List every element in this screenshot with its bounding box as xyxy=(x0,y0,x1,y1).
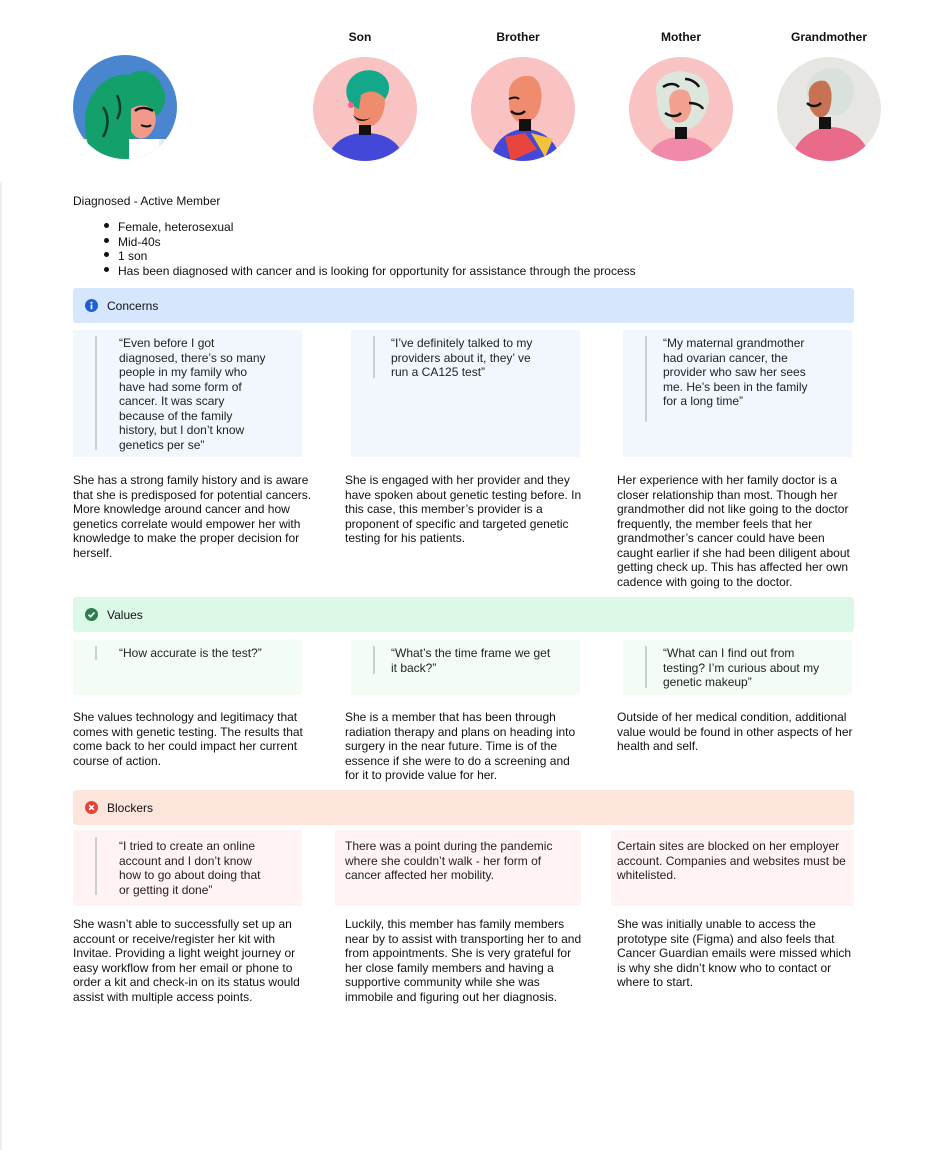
relation-label-brother: Brother xyxy=(496,30,540,44)
quote-bar xyxy=(95,336,97,450)
blocker-description-3: She was initially unable to access the prototype site (Figma) and also feels that Cancer Guardian emails were missed which is why she didn’t know who to contact or where to start. xyxy=(617,917,852,989)
concern-quote-1 xyxy=(73,330,302,457)
quote-text: There was a point during the pandemic where she couldn’t walk - her form of cancer affected her mobility. xyxy=(345,839,553,882)
relation-label-grandmother: Grandmother xyxy=(790,30,867,44)
blockers-title: Blockers xyxy=(107,800,154,815)
quote-bar xyxy=(645,336,647,422)
mother-avatar xyxy=(629,57,733,161)
check-circle-icon xyxy=(85,608,98,621)
persona-traits xyxy=(104,220,636,278)
quote-text: “What’s the time frame we get it back?” xyxy=(391,646,551,675)
page-left-edge xyxy=(0,182,2,1150)
concern-quote-2 xyxy=(351,330,580,457)
trait-item: Female, heterosexual xyxy=(104,220,636,235)
quote-text: “Even before I got diagnosed, there’s so many people in my family who have had some form of cancer. It was scary because of the family history, but I don’t know genetics per se” xyxy=(119,336,266,452)
quote-bar xyxy=(95,837,97,895)
value-description-1: She values technology and legitimacy that comes with genetic testing. The results that come back to her could impact her current course of action. xyxy=(73,710,303,768)
blocker-description-1: She wasn’t able to successfully set up an account or receive/register her kit with Invitae. Providing a light weight journey or easy workflow from her email or phone to order a kit and check-in on its status would assist with multiple access points. xyxy=(73,917,300,1004)
quote-text: “I tried to create an online account and I don’t know how to go about doing that or getting it done” xyxy=(119,839,261,897)
concerns-title: Concerns xyxy=(107,298,159,313)
value-quote-1 xyxy=(73,640,302,695)
blockers-header xyxy=(73,790,854,825)
member-avatar xyxy=(73,55,177,159)
blocker-description-2: Luckily, this member has family members near by to assist with transporting her to and from appointments. She is very grateful for her close family members and having a supportive community while she was immobile and figuring out her diagnosis. xyxy=(345,917,582,1004)
trait-item: Mid-40s xyxy=(104,235,636,250)
value-quote-2 xyxy=(351,640,580,695)
quote-text: “How accurate is the test?” xyxy=(119,646,262,660)
relation-label-mother: Mother xyxy=(661,30,701,44)
quote-text: “What can I find out from testing? I’m curious about my genetic makeup” xyxy=(663,646,820,689)
concerns-header xyxy=(73,288,854,323)
grandmother-avatar xyxy=(777,57,881,161)
son-avatar xyxy=(313,57,417,161)
trait-item: 1 son xyxy=(104,249,636,264)
blocker-quote-3 xyxy=(611,830,854,906)
values-header xyxy=(73,597,854,632)
blocker-quote-2 xyxy=(335,830,581,906)
concern-quote-3 xyxy=(623,330,852,457)
value-description-2: She is a member that has been through radiation therapy and plans on heading into surgery in the near future. Time is of the essence if she were to do a screening and for it to provide value for her. xyxy=(345,710,576,782)
brother-avatar xyxy=(471,57,575,161)
values-title: Values xyxy=(107,607,143,622)
quote-bar xyxy=(95,646,97,660)
trait-item: Has been diagnosed with cancer and is looking for opportunity for assistance through the process xyxy=(104,264,636,279)
value-quote-3 xyxy=(623,640,852,695)
quote-text: “I’ve definitely talked to my providers about it, they’ ve run a CA125 test” xyxy=(391,336,533,379)
concern-description-1: She has a strong family history and is aware that she is predisposed for potential cancers. More knowledge around cancer and how genetics correlate would empower her with knowledge to make the proper decision for herself. xyxy=(73,473,312,560)
blocker-quote-1 xyxy=(73,830,302,906)
concern-description-2: She is engaged with her provider and they have spoken about genetic testing before. In this case, this member’s provider is a proponent of specific and targeted genetic testing for his patients. xyxy=(345,473,582,545)
value-description-3: Outside of her medical condition, additional value would be found in other aspects of her health and self. xyxy=(617,710,853,753)
persona-title: Diagnosed - Active Member xyxy=(73,194,221,208)
quote-text: Certain sites are blocked on her employer account. Companies and websites must be whitelisted. xyxy=(617,839,846,882)
quote-bar xyxy=(373,336,375,378)
info-icon xyxy=(85,299,98,312)
relation-label-son: Son xyxy=(348,30,372,44)
x-circle-icon xyxy=(85,801,98,814)
concern-description-3: Her experience with her family doctor is a closer relationship than most. Though her grandmother did not like going to the doctor frequently, the member feels that her grandmother’s cancer could have been caught earlier if she had been diligent about getting check up. This has affected her own cadence with going to the doctor. xyxy=(617,473,850,589)
quote-bar xyxy=(373,646,375,674)
quote-text: “My maternal grandmother had ovarian cancer, the provider who saw her sees me. He’s been in the family for a long time” xyxy=(663,336,808,408)
quote-bar xyxy=(645,646,647,688)
